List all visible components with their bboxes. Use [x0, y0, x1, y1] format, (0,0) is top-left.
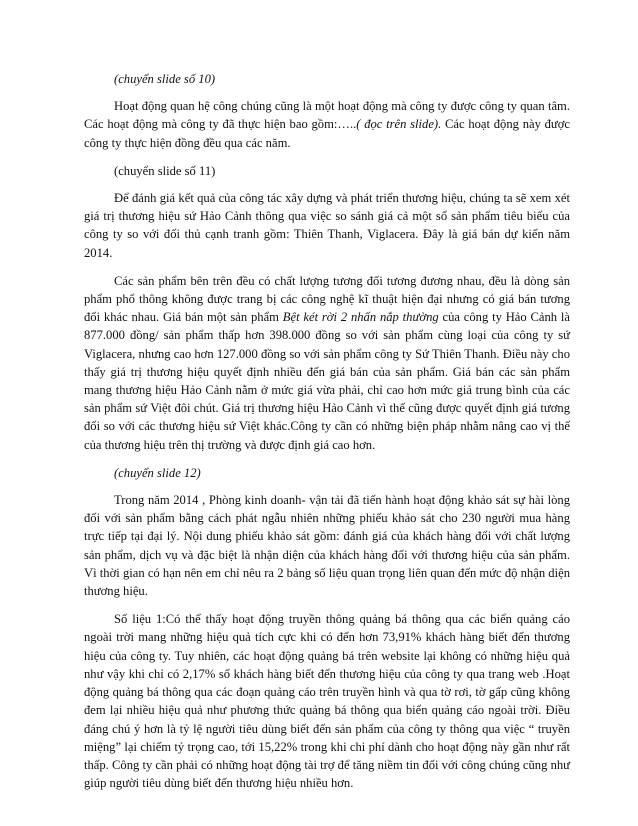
pr-text-start: Hoạt động quan hệ công chúng cũng là một hoạt động mà công ty được công ty quan tâm. Các hoạt động mà công ty đã thực hiện bao gồm:….. — [84, 99, 570, 132]
price-text-start: Các sản phẩm bên trên đều có chất lượng tương đối tương đương nhau, đều là dòng sản phẩm phổ thông không được trang bị các công nghệ kĩ thuật hiện đại nhưng có giá bán tương đối khác nhau. Giá bán một sản phẩm — [84, 273, 570, 325]
product-name-italic: Bệt két rời 2 nhấn nắp thường — [282, 310, 439, 325]
price-comparison-paragraph — [84, 272, 570, 454]
survey-paragraph: Trong năm 2014 , Phòng kinh doanh- vận tải đã tiến hành hoạt động khảo sát sự hài lòng đối với sản phẩm bằng cách phát ngẫu nhiên những phiếu khảo sát cho 230 người mua hàng trực tiếp tại đại lý. Nội dung phiếu khảo sát gồm: đánh giá của khách hàng đối với chất lượng sản phẩm, dịch vụ và đặc biệt là nhận diện của khách hàng đối với thương hiệu của sản phẩm. Vì thời gian có hạn nên em chỉ nêu ra 2 bảng số liệu quan trọng liên quan đến mức độ nhận diện thương hiệu. — [84, 493, 570, 599]
slide-12-heading: (chuyển slide 12) — [114, 465, 201, 480]
slide-10-heading: (chuyển slide số 10) — [114, 72, 216, 86]
pr-text-end: Các hoạt động này được công ty thực hiện đồng đều qua các năm. — [84, 117, 570, 150]
data-one-paragraph: Số liệu 1:Có thể thấy hoạt động truyền thông quảng bá thông qua các biển quảng cáo ngoài trời mang những hiệu quả tích cực khi có đến hơn 73,91% khách hàng biết đến thương hiệu của công ty. Tuy nhiên, các hoạt động quảng bá trên website lại không có những hiệu quả như vậy khi chỉ có 2,17% số khách hàng biết đến thương hiệu của công ty qua trang web .Hoạt động quảng bá thông qua các đoạn quảng cáo trên truyền hình và qua tờ rơi, tờ gấp cũng không đem lại nhiều hiệu quả như phương thức quảng bá thông qua biển quảng cáo ngoài trời. Điều đáng chú ý hơn là tỷ lệ người tiêu dùng biết đến sản phẩm của công ty thông qua việc “ truyền miệng” lại chiếm tỷ trọng cao, tới 15,22% trong khi chi phí dành cho hoạt động này gần như rất thấp. Công ty cần phải có những hoạt động tài trợ để tăng niềm tin đối với công chúng cũng như giúp người tiêu dùng biết đến thương hiệu nhiều hơn. — [84, 612, 570, 791]
brand-value-paragraph: Để đánh giá kết quả của công tác xây dựng và phát triển thương hiệu, chúng ta sẽ xem xét giá trị thương hiệu sứ Hảo Cảnh thông qua việc so sánh giá cả một số sản phẩm tiêu biểu của công ty so với đối thủ cạnh tranh gồm: Thiên Thanh, Viglacera. Đây là giá bán dự kiến năm 2014. — [84, 191, 570, 260]
price-text-end: của công ty Hảo Cảnh là 877.000 đồng/ sản phẩm thấp hơn 398.000 đồng so với sản phẩm cùng loại của công ty sứ Viglacera, nhưng cao hơn 127.000 đồng so với sản phẩm công ty Sứ Thiên Thanh. Điều này cho thấy giá trị thương hiệu quyết định nhiều đến giá bán của sản phẩm. Giá bán các sản phẩm mang thương hiệu Hảo Cảnh nằm ở mức giá vừa phải, chỉ cao hơn mức giá trung bình của các sản phẩm sứ Việt đôi chút. Giá trị thương hiệu Hảo Cảnh vì thế cũng được quyết định giá tương đối so với các thương hiệu sứ Việt khác.Công ty cần có những biện pháp nhằm nâng cao vị thế của thương hiệu trên thị trường và được định giá cao hơn. — [84, 310, 571, 452]
pr-text-italic: ( đọc trên slide). — [356, 117, 442, 132]
document-page — [84, 70, 570, 802]
slide-11-heading: (chuyển slide số 11) — [114, 163, 216, 178]
pr-activities-paragraph — [84, 97, 570, 152]
